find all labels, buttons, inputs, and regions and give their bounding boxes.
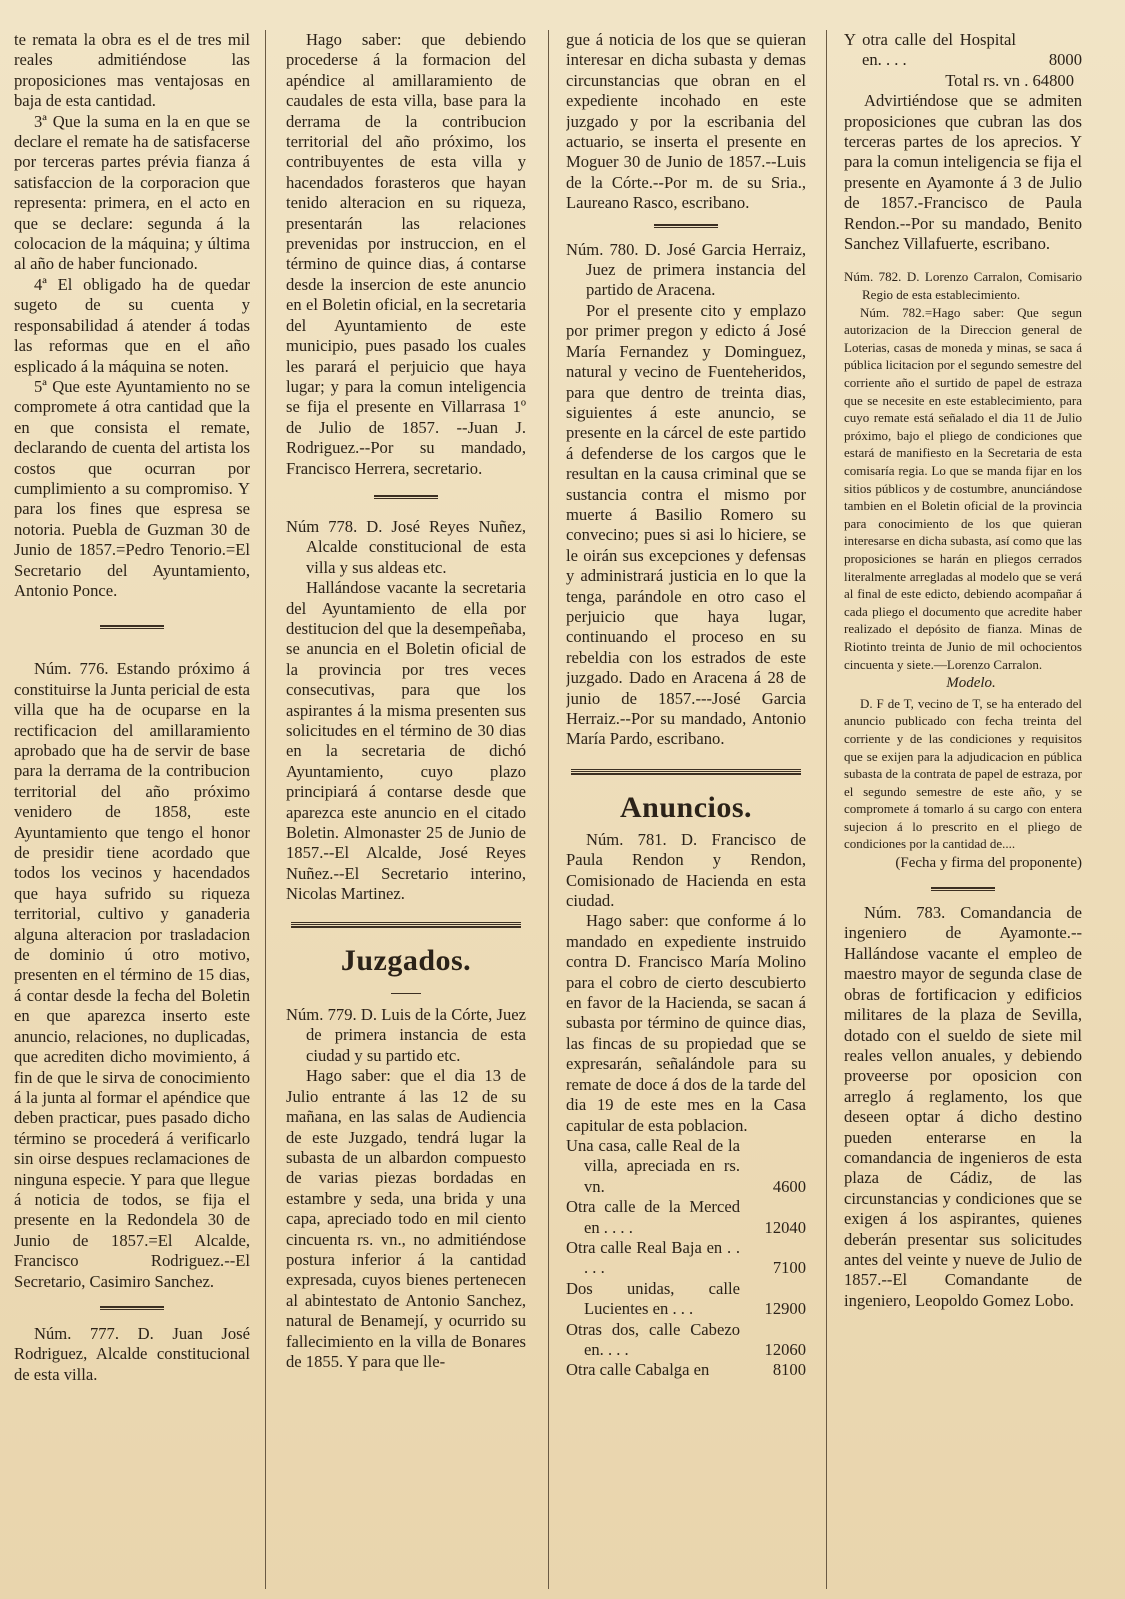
property-item [566, 1320, 806, 1361]
separator-double-rule [286, 917, 526, 933]
column-2 [286, 30, 526, 1589]
property-label: Una casa, calle Real de la villa, apreciada en rs. vn. [566, 1135, 740, 1196]
notice-776: Núm. 776. Estando próximo á constituirse la Junta pericial de esta villa que ha de ocuparse en la rectificacion del amillaramiento aprobado que ha de servir de base para la derrama de la contribucion territorial del año próximo venidero de 1858, este Ayuntamiento que tengo el honor de presidir tiene acordado que todos los vecinos y hacendados que haya sufrido su riqueza territorial, cultivo y ganaderia alguna alteracion por trasladacion de dominio ú otro motivo, presenten en el término de 15 dias, á contar desde la fecha del Boletin en que aparezca inserto este anuncio, relaciones, no duplicadas, que acrediten dicho movimiento, á fin de que le sirva de conocimiento á la junta al formar el apéndice que deben practicar, pues pasado dicho término se procederá á verificarlo sin oirse despues reclamaciones de ninguna especie. Y para que llegue á noticia de todos, se fija el presente en la Redondela 30 de Junio de 1857.=El Alcalde, Francisco Rodriguez.--El Secretario, Casimiro Sanchez. [14, 659, 250, 1291]
section-title-juzgados: Juzgados. [340, 943, 472, 977]
separator-ornament [286, 489, 526, 505]
modelo-title: Modelo. [946, 675, 996, 692]
notice-782-heading: Núm. 782. D. Lorenzo Carralon, Comisario Regio de esta establecimiento. [844, 269, 1082, 303]
notice-782 [844, 268, 1082, 873]
column-rule [265, 30, 266, 1589]
property-amount: 4600 [772, 1176, 806, 1196]
notice-780-body: Por el presente cito y emplazo por primer pregon y edicto á José María Fernandez y Dominguez, natural y vecino de Fuenteheridos, para que dentro de treinta dias, siguientes á este anuncio, se presente en la cárcel de este partido á defenderse de los cargos que le resultan en la causa criminal que se sustancia contra el mismo por muerte á Basilio Romero su convecino; pues si asi lo hiciere, se le oirán sus excepciones y defensas y administrará justicia en lo que la tenga, parándole en otro caso el perjuicio que haya lugar, continuando el proceso en su rebeldia con los estrados de este juzgado. Dado en Aracena á 28 de junio de 1857.---José Garcia Herraiz.--Por su mandado, Antonio María Pardo, escribano. [566, 300, 806, 749]
notice-781-heading: Núm. 781. D. Francisco de Paula Rendon y Rendon, Comisionado de Hacienda en esta ciudad. [566, 829, 806, 911]
property-item [566, 1279, 806, 1320]
paragraph: gue á noticia de los que se quieran interesar en dicha subasta y demas circunstancias que obran en el expediente incohado en este juzgado y por la escribania del actuario, se inserta el presente en Moguer 30 de Junio de 1857.--Luis de la Córte.--Por m. de su Sria., Laureano Rasco, escribano. [566, 30, 806, 213]
property-item [566, 1136, 806, 1197]
column-4 [844, 30, 1082, 1589]
separator-double-rule [566, 764, 806, 780]
notice-779-heading: Núm. 779. D. Luis de la Córte, Juez de primera instancia de esta ciudad y su partido etc. [286, 1005, 526, 1065]
modelo-body: D. F de T, vecino de T, se ha enterado del anuncio publicado con fecha treinta del corriente y de las condiciones y requisitos que se exijen para la adjudicacion en pública subasta de la contrata de papel de estraza, por el segundo semestre de este año, y se compromete á tomarlo á su cargo con entera sujecion á lo prescrito en el pliego de condiciones por la cantidad de.... [844, 695, 1082, 852]
separator-ornament [14, 619, 250, 635]
notice-780-heading: Núm. 780. D. José Garcia Herraiz, Juez de primera instancia del partido de Aracena. [566, 239, 806, 300]
property-amount: 8100 [772, 1360, 806, 1380]
modelo-signature: (Fecha y firma del proponente) [895, 855, 1082, 872]
column-rule [826, 30, 827, 1589]
separator-ornament [566, 218, 806, 234]
property-amount: 7100 [772, 1258, 806, 1278]
separator-dash [286, 983, 526, 1003]
property-amount: 12900 [764, 1299, 806, 1319]
separator-ornament [844, 881, 1082, 897]
notice-778-heading: Núm 778. D. José Reyes Nuñez, Alcalde constitucional de esta villa y sus aldeas etc. [286, 516, 526, 577]
property-item [844, 30, 1082, 71]
property-item [566, 1197, 806, 1238]
column-rule [548, 30, 549, 1589]
paragraph: 5ª Que este Ayuntamiento no se compromete á otra cantidad que la en que consista el remate, declarando de cuenta del artista los costos que ocurran por cumplimiento a su compromiso. Y para los fines que espresa se notoria. Puebla de Guzman 30 de Junio de 1857.=Pedro Tenorio.=El Secretario del Ayuntamiento, Antonio Ponce. [14, 376, 250, 600]
property-label: Otra calle Real Baja en . . . . . [566, 1237, 740, 1278]
separator-ornament [14, 1300, 250, 1316]
notice-777: Núm. 777. D. Juan José Rodriguez, Alcalde constitucional de esta villa. [14, 1323, 250, 1384]
section-title-anuncios: Anuncios. [619, 790, 753, 824]
notice-782-body: Núm. 782.=Hago saber: Que segun autorizacion de la Direccion general de Loterias, casas de moneda y minas, se saca á pública licitacion por el segundo semestre del corriente año el surtido de papel de estraza que se necesite en este establecimiento, para cuyo remate está señalado el dia 11 de Julio próximo, bajo el pliego de condiciones que estará de manifiesto en la Secretaria de esta comisaría regia. Lo que se manda fijar en los sitios públicos y de costumbre, anunciándose tambien en el Boletin oficial de la provincia para conocimiento de los que quieran interesarse en dicha subasta, así como que las proposiciones se harán en pliegos cerrados literalmente arregladas al modelo que se verá al final de este edicto, debiendo acompañar á cada pliego el documento que acredite haber realizado el depósito de fianza. Minas de Riotinto treinta de Junio de mil ochocientos cincuenta y siete.—Lorenzo Carralon. [844, 304, 1082, 672]
notice-779-body: Hago saber: que el dia 13 de Julio entrante á las 12 de su mañana, en las salas de Audiencia de este Juzgado, tendrá lugar la subasta de un albardon compuesto de varias piezas bordadas en estambre y seda, una brida y una capa, apreciado todo en mil ciento cincuenta rs. vn., no admitiéndose postura inferior á la cantidad expresada, cuyos bienes pertenecen al abintestato de Antonio Sanchez, natural de Benamejí, y ocurrido su fallecimiento en la villa de Bonares de 1855. Y para que lle- [286, 1066, 526, 1371]
property-amount: 12060 [764, 1339, 806, 1359]
total-amount: Total rs. vn . 64800 [945, 70, 1074, 90]
column-1 [14, 30, 250, 1589]
notice-783: Núm. 783. Comandancia de ingeniero de Ayamonte.--Hallándose vacante el empleo de maestro mayor de segunda clase de obras de fortificacion y edificios militares de la plaza de Sevilla, dotado con el sueldo de siete mil reales vellon anuales, y debiendo proveerse por oposicion con arreglo á reglamento, los que deseen optar á dicho destino pueden enterarse en la comandancia de ingenieros de esta plaza de Cádiz, de las circunstancias y condiciones que se exigen á los aspirantes, quienes deberán presentar sus solicitudes antes del veinte y nueve de Julio de 1857.--El Comandante de ingeniero, Leopoldo Gomez Lobo. [844, 903, 1082, 1310]
paragraph: Advirtiéndose que se admiten proposiciones que cubran las dos terceras partes de los aprecios. Y para la comun inteligencia se fija el presente en Ayamonte á 3 de Julio de 1857.-Francisco de Paula Rendon.--Por su mandado, Benito Sanchez Villafuerte, escribano. [844, 91, 1082, 254]
property-label: Otra calle de la Merced en . . . . [566, 1197, 740, 1237]
paragraph: Hago saber: que debiendo procederse á la formacion del apéndice al amillaramiento de caudales de esta villa, base para la derrama de la contribucion territorial del año próximo, los contribuyentes de esta villa y hacendados forasteros que hayan tenido alteracion en su riqueza, presentarán las relaciones prevenidas por instruccion, en el término de quince dias, á contarse desde la insercion de este anuncio en el Boletin oficial, en la secretaria del Ayuntamiento de este municipio, pues pasado los cuales les parará el perjuicio que haya lugar; y para la comun inteligencia se fija el presente en Villarrasa 1º de Julio de 1857. --Juan J. Rodriguez.--Por su mandado, Francisco Herrera, secretario. [286, 30, 526, 478]
notice-781-body: Hago saber: que conforme á lo mandado en expediente instruido contra D. Francisco María Molino para el cobro de cierto descubierto en favor de la Hacienda, se sacan á subasta por término de quince dias, las fincas de su propiedad que se expresarán, señalándole para su remate de doce á dos de la tarde del dia 19 de este mes en la Casa capitular de esta poblacion. [566, 911, 806, 1135]
property-item [566, 1238, 806, 1279]
paragraph: 4ª El obligado ha de quedar sugeto de su cuenta y responsabilidad á atender á todas las reformas que en el año esplicado á la máquina se noten. [14, 274, 250, 376]
property-amount: 12040 [764, 1217, 806, 1237]
property-label: Dos unidas, calle Lucientes en . . . [566, 1278, 740, 1319]
property-label: Otras dos, calle Cabezo en. . . . [566, 1319, 740, 1359]
property-item [566, 1360, 806, 1380]
property-label: Otra calle Cabalga en [566, 1360, 710, 1380]
property-amount: 8000 [1048, 50, 1082, 70]
notice-778-body: Hallándose vacante la secretaria del Ayuntamiento de ella por destitucion del que la desempeñaba, se anuncia en el Boletin oficial de la provincia por tres veces consecutivas, para que los aspirantes á la misma presenten sus solicitudes en el término de 30 dias en la secretaria de dichó Ayuntamiento, cuyo plazo principiará á contarse desde que aparezca este anuncio en el citado Boletin. Almonaster 25 de Junio de 1857.--El Alcalde, José Reyes Nuñez.--El Secretario interino, Nicolas Martinez. [286, 578, 526, 904]
property-label: Y otra calle del Hospital en. . . . [844, 30, 1016, 70]
column-3 [566, 30, 806, 1589]
paragraph: 3ª Que la suma en la en que se declare el remate ha de satisfacerse por terceras partes prévia fianza á satisfaccion de la corporacion que representa: primera, en el acto en que se declare: segunda á la colocacion de la máquina; y última al año de haber funcionado. [14, 111, 250, 274]
paragraph: te remata la obra es el de tres mil reales admitiéndose las proposiciones mas ventajosas en baja de esta cantidad. [14, 30, 250, 111]
